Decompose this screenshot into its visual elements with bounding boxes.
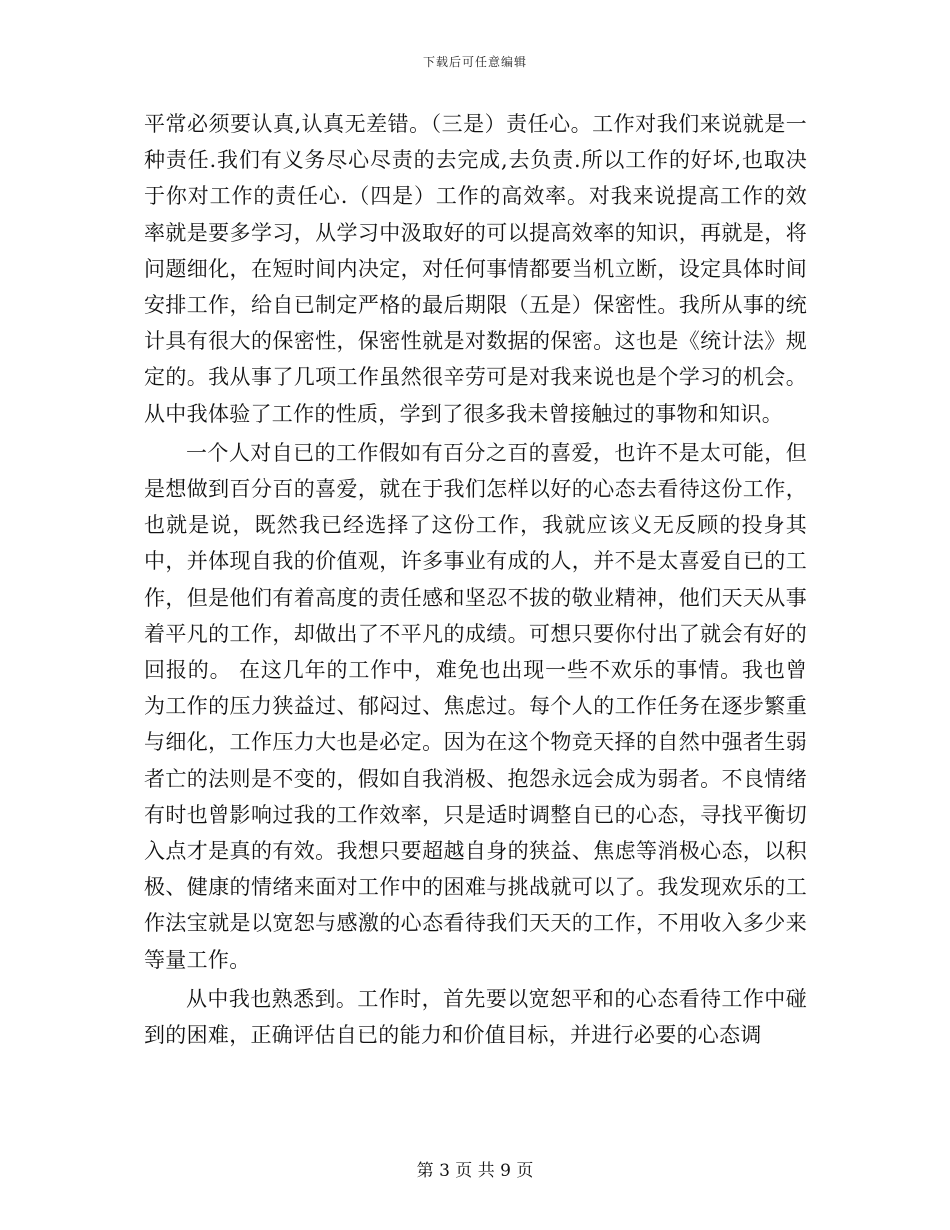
page-header-note: 下载后可任意编辑 [422,55,527,69]
paragraph: 一个人对自已的工作假如有百分之百的喜爱，也许不是太可能，但是想做到百分百的喜爱，就在于我们怎样以好的心态去看待这份工作，也就是说，既然我已经选择了这份工作，我就应该义无反顾的投身其中，并体现自我的价值观，许多事业有成的人，并不是太喜爱自已的工作，但是他们有着高度的责任感和坚忍不拔的敬业精神，他们天天从事着平凡的工作，却做出了不平凡的成绩。可想只要你付出了就会有好的回报的。 在这几年的工作中，难免也出现一些不欢乐的事情。我也曾为工作的压力狭益过、郁闷过、焦虑过。每个人的工作任务在逐步繁重与细化，工作压力大也是必定。因为在这个物竞天择的自然中强者生弱者亡的法则是不变的，假如自我消极、抱怨永远会成为弱者。不良情绪有时也曾影响过我的工作效率，只是适时调整自已的心态，寻找平衡切入点才是真的有效。我想只要超越自身的狭益、焦虑等消极心态，以积极、健康的情绪来面对工作中的困难与挑战就可以了。我发现欢乐的工作法宝就是以宽恕与感激的心态看待我们天天的工作，不用收入多少来等量工作。 [144,440,807,972]
document-body [144,106,807,1053]
page-number: 第 3 页 共 9 页 [416,1161,534,1181]
paragraph: 从中我也熟悉到。工作时，首先要以宽恕平和的心态看待工作中碰到的困难，正确评估自已的能力和价值目标，并进行必要的心态调 [144,986,807,1048]
paragraph-continued: 平常必须要认真,认真无差错。（三是）责任心。工作对我们来说就是一种责任.我们有义务尽心尽责的去完成,去负责.所以工作的好坏,也取决于你对工作的责任心.（四是）工作的高效率。对我来说提高工作的效率就是要多学习，从学习中汲取好的可以提高效率的知识，再就是，将问题细化，在短时间内决定，对任何事情都要当机立断，设定具体时间安排工作，给自已制定严格的最后期限（五是）保密性。我所从事的统计具有很大的保密性，保密性就是对数据的保密。这也是《统计法》规定的。我从事了几项工作虽然很辛劳可是对我来说也是个学习的机会。从中我体验了工作的性质，学到了很多我未曾接触过的事物和知识。 [144,112,807,426]
